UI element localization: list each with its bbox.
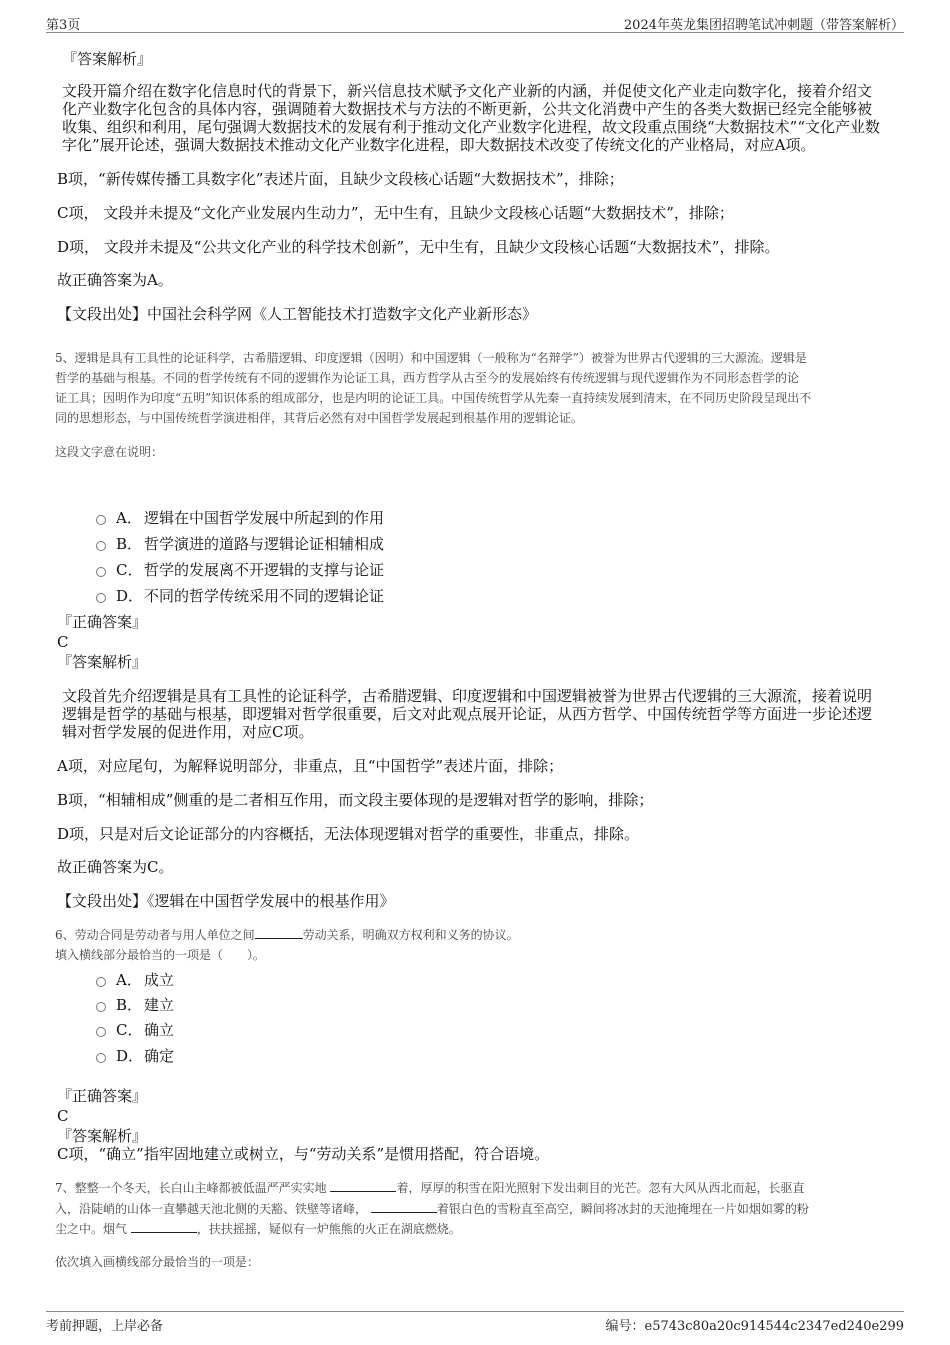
q6-analysis-label: 『答案解析』 (57, 1127, 148, 1145)
radio-icon[interactable] (96, 1053, 106, 1063)
q5-stem-line: 同的思想形态，与中国传统哲学演进相伴，其背后必然有对中国哲学发展起到根基作用的逻辑论证。 (55, 411, 584, 425)
q5-analysis-line: 辑对哲学发展的促进作用，对应C项。 (62, 723, 314, 741)
q5-question: 这段文字意在说明： (55, 445, 164, 459)
q7-stem-line: 尘之中。烟气 ，扶扶摇摇，疑似有一炉熊熊的火正在湖底燃烧。 (55, 1222, 461, 1236)
q5-analysis-line: 文段首先介绍逻辑是具有工具性的论证科学，古希腊逻辑、印度逻辑和中国逻辑被誉为世界古代逻辑的三大源流，接着说明 (62, 687, 873, 705)
q4-analysis-line: 字化”展开论述，强调大数据技术推动文化产业数字化进程，即大数据技术改变了传统文化的产业格局，对应A项。 (62, 136, 816, 154)
q5-option-a-analysis: A项，对应尾句，为解释说明部分，非重点，且“中国哲学”表述片面，排除； (57, 757, 564, 775)
q5-analysis-label: 『答案解析』 (57, 653, 148, 671)
q6-question: 填入横线部分最恰当的一项是（ ）。 (55, 948, 266, 962)
q5-option-d-analysis: D项，只是对后文论证部分的内容概括，无法体现逻辑对哲学的重要性，非重点，排除。 (57, 825, 640, 843)
radio-icon[interactable] (96, 541, 106, 551)
fill-blank (330, 1179, 396, 1192)
q5-conclusion: 故正确答案为C。 (57, 858, 174, 876)
radio-icon[interactable] (96, 567, 106, 577)
q5-option-c[interactable]: C． 哲学的发展离不开逻辑的支撑与论证 (96, 559, 384, 581)
radio-icon[interactable] (96, 593, 106, 603)
radio-icon[interactable] (96, 1002, 106, 1012)
fill-blank (131, 1220, 197, 1233)
page-number: 第3页 (46, 18, 81, 33)
q5-stem-line: 证工具；因明作为印度“五明”知识体系的组成部分，也是内明的论证工具。中国传统哲学从先秦一直持续发展到清末，在不同历史阶段呈现出不 (55, 391, 812, 405)
page-footer (46, 1311, 904, 1334)
q4-analysis-label: 『答案解析』 (62, 50, 153, 68)
fill-blank (371, 1200, 437, 1213)
q6-stem: 6、劳动合同是劳动者与用人单位之间 劳动关系，明确双方权利和义务的协议。 (55, 928, 519, 942)
q7-stem-line: 入，沿陡峭的山体一直攀越天池北侧的天豁、铁壁等诸峰， 着银白色的雪粉直至高空，瞬间将冰封的天池掩埋在一片如烟如雾的粉 (55, 1202, 809, 1216)
q5-option-a[interactable]: A． 逻辑在中国哲学发展中所起到的作用 (96, 507, 384, 529)
q4-analysis-line: 收集、组织和利用，尾句强调大数据技术的发展有利于推动文化产业数字化进程，故文段重点围绕“大数据技术”“文化产业数 (62, 118, 881, 136)
q4-analysis-line: 化产业数字化包含的具体内容，强调随着大数据技术与方法的不断更新，公共文化消费中产生的各类大数据已经完全能够被 (62, 100, 873, 118)
q4-option-c-analysis: C项， 文段并未提及“文化产业发展内生动力”，无中生有，且缺少文段核心话题“大数据技术”，排除； (57, 204, 734, 222)
q7-stem-line: 7、整整一个冬天，长白山主峰都被低温严严实实地 着，厚厚的积雪在阳光照射下发出刺目的光芒。忽有大风从西北而起，长驱直 (55, 1181, 805, 1195)
q6-option-c[interactable]: C． 确立 (96, 1019, 174, 1041)
q5-correct-label: 『正确答案』 (57, 613, 148, 631)
q4-conclusion: 故正确答案为A。 (57, 271, 173, 289)
fill-blank (255, 926, 303, 939)
q6-analysis: C项，“确立”指牢固地建立或树立，与“劳动关系”是惯用搭配，符合语境。 (57, 1145, 550, 1163)
q4-analysis-line: 文段开篇介绍在数字化信息时代的背景下，新兴信息技术赋予文化产业新的内涵，并促使文化产业走向数字化，接着介绍文 (62, 82, 873, 100)
q6-option-b[interactable]: B． 建立 (96, 994, 174, 1016)
footer-slogan: 考前押题，上岸必备 (46, 1319, 164, 1334)
q6-option-d[interactable]: D．确定 (96, 1045, 174, 1067)
q4-source: 【文段出处】中国社会科学网《人工智能技术打造数字文化产业新形态》 (57, 305, 538, 323)
q5-option-b[interactable]: B． 哲学演进的道路与逻辑论证相辅相成 (96, 533, 384, 555)
document-id: 编号：e5743c80a20c914544c2347ed240e299 (605, 1319, 904, 1334)
q5-stem-line: 哲学的基础与根基。不同的哲学传统有不同的逻辑作为论证工具，西方哲学从古至今的发展始终有传统逻辑与现代逻辑作为不同形态哲学的论 (55, 371, 800, 385)
q6-option-a[interactable]: A． 成立 (96, 969, 174, 991)
radio-icon[interactable] (96, 515, 106, 525)
q4-option-b-analysis: B项，“新传媒传播工具数字化”表述片面，且缺少文段核心话题“大数据技术”，排除； (57, 170, 624, 188)
document-title: 2024年英龙集团招聘笔试冲刺题（带答案解析） (623, 18, 904, 33)
q5-correct-answer: C (57, 633, 69, 651)
q7-question: 依次填入画横线部分最恰当的一项是： (55, 1255, 260, 1269)
radio-icon[interactable] (96, 977, 106, 987)
q6-correct-label: 『正确答案』 (57, 1087, 148, 1105)
q5-analysis-line: 逻辑是哲学的基础与根基，即逻辑对哲学很重要，后文对此观点展开论证，从西方哲学、中国传统哲学等方面进一步论述逻 (62, 705, 873, 723)
q5-option-b-analysis: B项，“相辅相成”侧重的是二者相互作用，而文段主要体现的是逻辑对哲学的影响，排除； (57, 791, 654, 809)
q5-source: 【文段出处】《逻辑在中国哲学发展中的根基作用》 (57, 892, 395, 910)
q4-option-d-analysis: D项， 文段并未提及“公共文化产业的科学技术创新”，无中生有，且缺少文段核心话题“大数据技术”，排除。 (57, 238, 780, 256)
q5-option-d[interactable]: D．不同的哲学传统采用不同的逻辑论证 (96, 585, 384, 607)
q5-stem-line: 5、逻辑是具有工具性的论证科学，古希腊逻辑、印度逻辑（因明）和中国逻辑（一般称为“名辩学”）被誉为世界古代逻辑的三大源流。逻辑是 (55, 351, 807, 365)
radio-icon[interactable] (96, 1027, 106, 1037)
q6-correct-answer: C (57, 1107, 69, 1125)
